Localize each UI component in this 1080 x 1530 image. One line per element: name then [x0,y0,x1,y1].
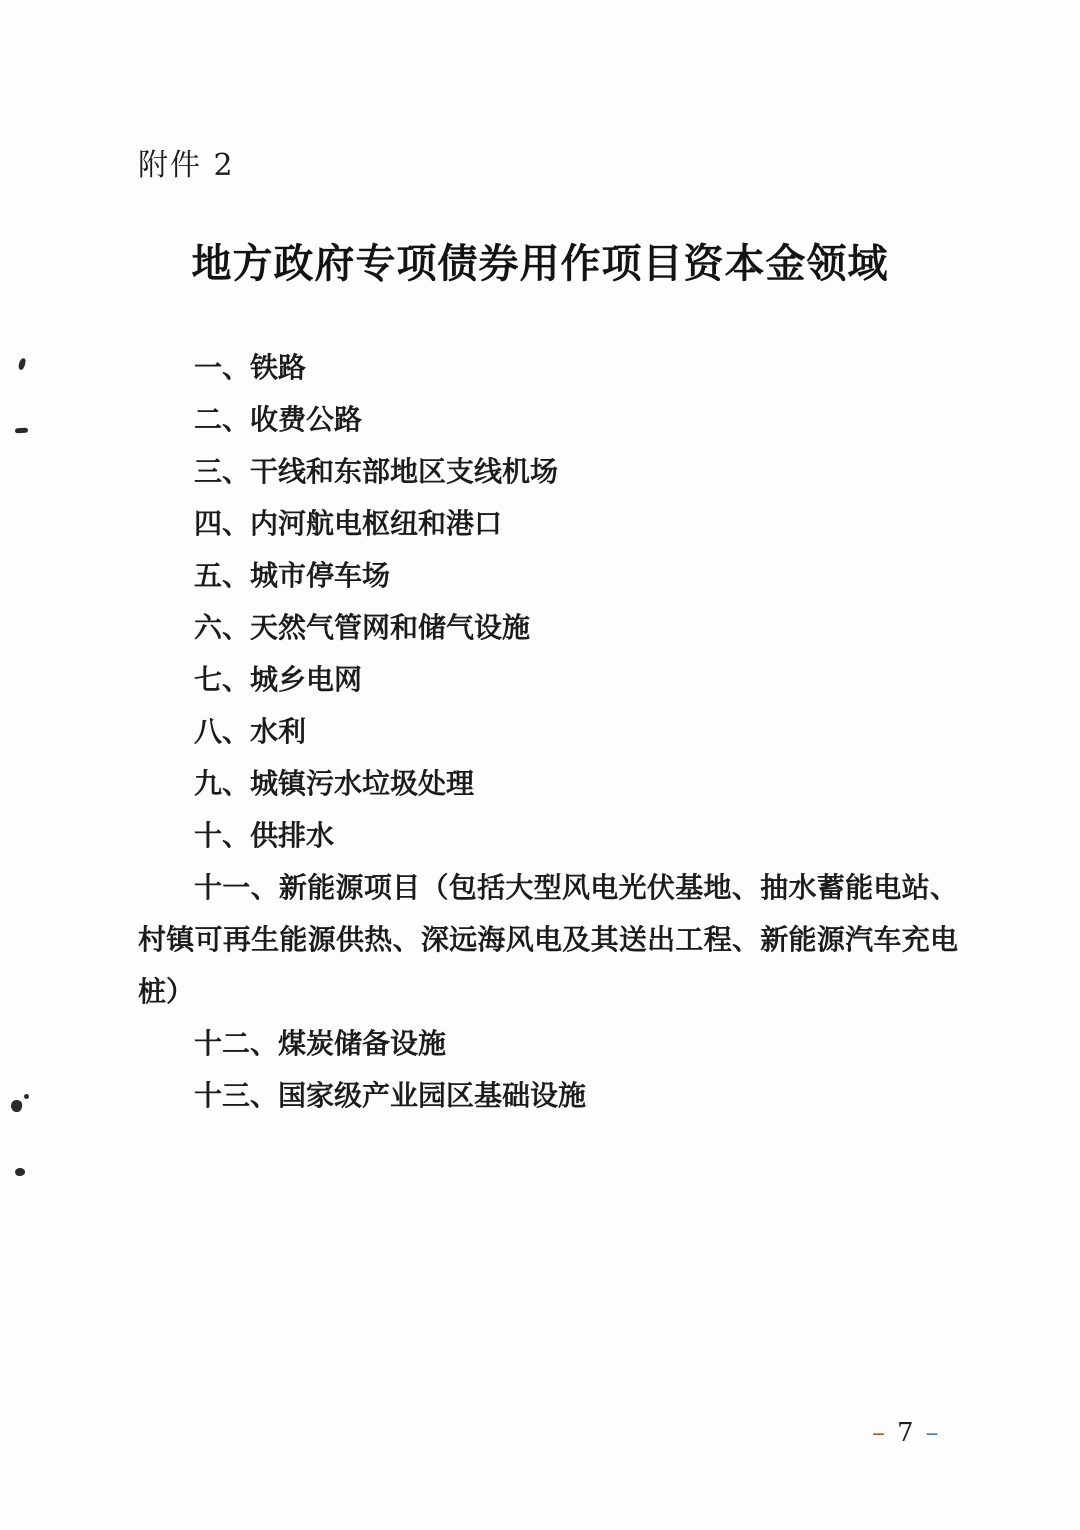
scan-speck [14,1167,25,1177]
items-list [138,342,958,1122]
list-item: 十二、煤炭储备设施 [194,1027,447,1060]
page-number-dash-right: – [925,1418,941,1448]
scan-speck [18,357,27,370]
list-item: 三、干线和东部地区支线机场 [194,455,559,488]
list-item: 五、城市停车场 [194,559,391,592]
page-number [872,1418,941,1448]
list-item: 一、铁路 [194,351,307,384]
list-item: 八、水利 [194,715,307,748]
page-number-value: 7 [897,1418,916,1448]
list-item: 二、收费公路 [194,403,363,436]
list-item: 十、供排水 [194,819,335,852]
list-item: 九、城镇污水垃圾处理 [194,767,475,800]
list-item: 四、内河航电枢纽和港口 [194,507,503,540]
scan-speck [15,428,28,434]
page-number-dash-left: – [872,1418,887,1448]
list-item: 十一、新能源项目（包括大型风电光伏基地、抽水蓄能电站、村镇可再生能源供热、深远海风电及其送出工程、新能源汽车充电桩） [138,871,958,1008]
scan-speck [24,1094,29,1099]
page-title: 地方政府专项债券用作项目资本金领域 [191,240,889,287]
scan-speck [10,1099,23,1112]
list-item: 六、天然气管网和储气设施 [194,611,531,644]
attachment-label: 附件 2 [138,148,235,183]
list-item: 七、城乡电网 [194,663,363,696]
list-item: 十三、国家级产业园区基础设施 [194,1079,587,1112]
